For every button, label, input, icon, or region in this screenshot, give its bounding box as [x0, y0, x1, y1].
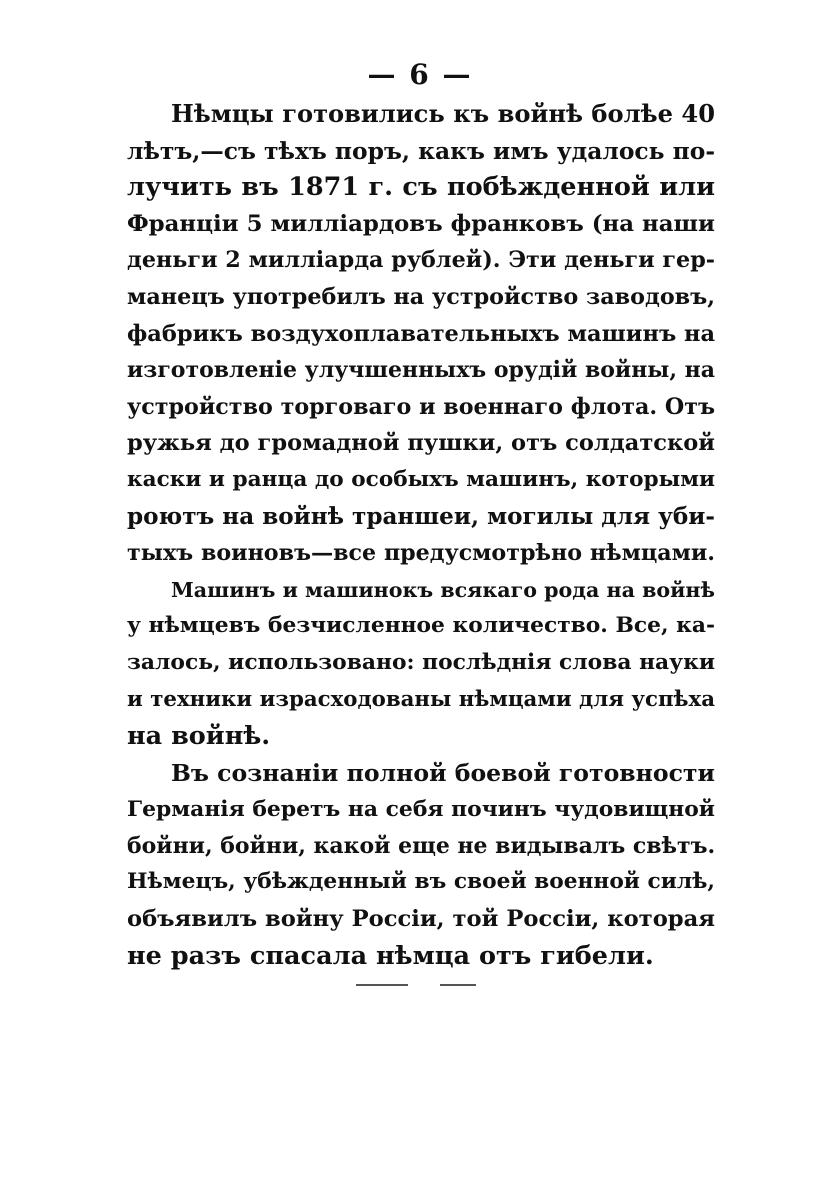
text-line: залось, использовано: послѣднія слова науки — [127, 649, 716, 675]
text-line: изготовленіе улучшенныхъ орудій войны, на — [127, 357, 715, 384]
text-line: манецъ употребилъ на устройство заводовъ, — [127, 283, 715, 310]
text-line: на войнѣ. — [127, 721, 271, 752]
text-line: бойни, бойни, какой еще не видывалъ свѣтъ. — [127, 832, 716, 859]
paragraph-3 — [127, 755, 715, 975]
text-line: деньги 2 милліарда рублей). Эти деньги гер- — [127, 247, 715, 274]
text-line: Нѣмцы готовились къ войнѣ болѣе 40 — [171, 99, 715, 128]
text-line: Машинъ и машинокъ всякаго рода на войнѣ — [171, 577, 715, 602]
body-text — [127, 96, 715, 974]
text-line: у нѣмцевъ безчисленное количество. Все, ка- — [127, 613, 715, 639]
text-line: роютъ на войнѣ траншеи, могилы для уби- — [127, 502, 715, 530]
text-line: ружья до громадной пушки, отъ солдатской — [127, 430, 715, 457]
text-line: лѣтъ,—съ тѣхъ поръ, какъ имъ удалось по- — [127, 136, 716, 165]
end-ornament-rule — [356, 984, 408, 986]
text-line: каски и ранца до особыхъ машинъ, которыми — [127, 466, 715, 492]
text-line: фабрикъ воздухоплавательныхъ машинъ на — [127, 320, 716, 347]
text-line: Франціи 5 милліардовъ франковъ (на наши — [127, 210, 715, 237]
page-number: — 6 — — [367, 58, 473, 91]
text-line: устройство торговаго и военнаго флота. Отъ — [127, 393, 715, 420]
end-ornament-rule — [440, 984, 476, 986]
text-line: Въ сознаніи полной боевой готовности — [171, 758, 715, 787]
text-line: лучить въ 1871 г. съ побѣжденной или — [127, 172, 715, 203]
text-line: Германія беретъ на себя починъ чудовищной — [127, 796, 715, 823]
text-line: и техники израсходованы нѣмцами для успѣха — [127, 686, 715, 712]
text-line: Нѣмецъ, убѣжденный въ своей военной силѣ, — [127, 869, 715, 895]
text-line: тыхъ воиновъ—все предусмотрѣно нѣмцами. — [127, 540, 715, 567]
paragraph-1 — [127, 96, 715, 572]
text-line: не разъ спасала нѣмца отъ гибели. — [127, 940, 654, 971]
paragraph-2 — [127, 572, 715, 755]
text-line: объявилъ войну Россіи, той Россіи, которая — [127, 906, 715, 933]
